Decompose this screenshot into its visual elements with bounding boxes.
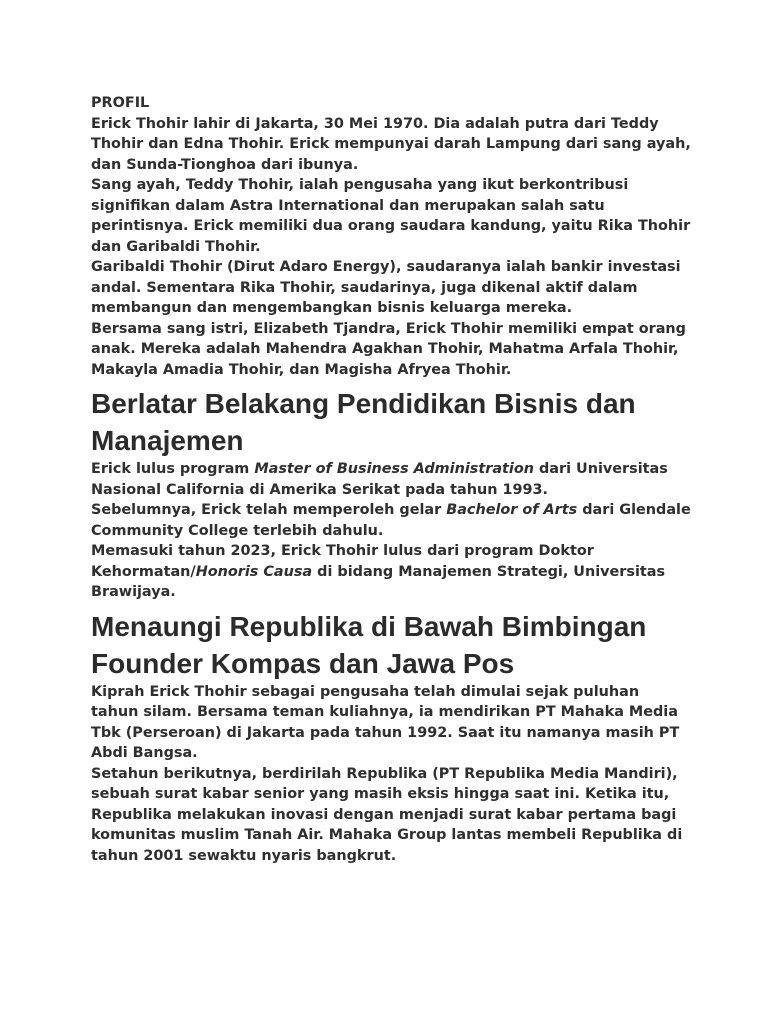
education-p2-after: dari Glendale Community College terlebih dahulu.: [91, 502, 691, 539]
profile-paragraph-2: Sang ayah, Teddy Thohir, ialah pengusaha yang ikut berkontribusi signifikan dalam Astra International dan merupakan salah satu perintisnya. Erick memiliki dua orang saudara kandung, yaitu Rika Thohir dan Garibaldi Thohir.: [91, 177, 691, 255]
profile-paragraph-1: Erick Thohir lahir di Jakarta, 30 Mei 1970. Dia adalah putra dari Teddy Thohir dan Edna Thohir. Erick mempunyai darah Lampung dari sang ayah, dan Sunda-Tionghoa dari ibunya.: [91, 115, 691, 173]
education-p2-before: Sebelumnya, Erick telah memperoleh gelar: [91, 502, 447, 518]
profile-paragraph-3: Garibaldi Thohir (Dirut Adaro Energy), saudaranya ialah bankir investasi andal. Sementara Rika Thohir, saudarinya, juga dikenal aktif dalam membangun dan mengembangkan bisnis keluarga mereka.: [91, 259, 681, 316]
education-p3-after: di bidang Manajemen Strategi, Universitas Brawijaya.: [91, 563, 666, 600]
document-page: [91, 93, 691, 866]
education-paragraph-3: [91, 541, 691, 603]
republika-paragraph-1: Kiprah Erick Thohir sebagai pengusaha telah dimulai sejak puluhan tahun silam. Bersama teman kuliahnya, ia mendirikan PT Mahaka Media Tbk (Perseroan) di Jakarta pada tahun 1992. Saat itu namanya masih PT Abdi Bangsa.: [91, 683, 680, 761]
profile-label: PROFIL: [91, 95, 150, 111]
education-paragraph-2: [91, 500, 691, 541]
ba-degree-text: Bachelor of Arts: [446, 502, 578, 518]
education-heading: Berlatar Belakang Pendidikan Bisnis dan Manajemen: [91, 388, 636, 456]
republika-paragraph-2: Setahun berikutnya, berdirilah Republika (PT Republika Media Mandiri), sebuah surat kabar senior yang masih eksis hingga saat ini. Ketika itu, Republika melakukan inovasi dengan menjadi surat kabar pertama bagi komunitas muslim Tanah Air. Mahaka Group lantas membeli Republika di tahun 2001 sewaktu nyaris bangkrut.: [91, 765, 683, 864]
education-p3-before: Memasuki tahun 2023, Erick Thohir lulus dari program Doktor Kehormatan/: [91, 543, 594, 580]
education-p1-before: Erick lulus program: [91, 461, 255, 477]
honoris-causa-text: Honoris Causa: [195, 563, 313, 580]
mba-degree-text: Master of Business Administration: [254, 461, 534, 477]
republika-heading: Menaungi Republika di Bawah Bimbingan Founder Kompas dan Jawa Pos: [91, 610, 647, 679]
profile-paragraph-4: Bersama sang istri, Elizabeth Tjandra, Erick Thohir memiliki empat orang anak. Mereka adalah Mahendra Agakhan Thohir, Mahatma Arfala Thohir, Makayla Amadia Thohir, dan Magisha Afryea Thohir.: [91, 320, 686, 378]
education-p1-after: dari Universitas Nasional California di Amerika Serikat pada tahun 1993.: [91, 461, 668, 498]
education-paragraph-1: [91, 459, 691, 500]
